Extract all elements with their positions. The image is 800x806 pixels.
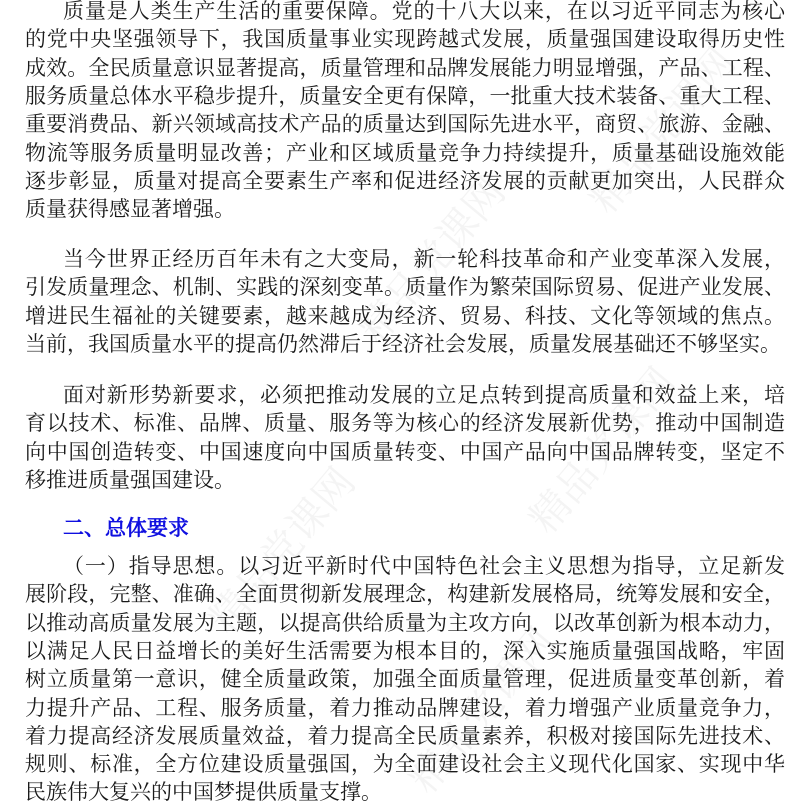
watermark: 精品党课网: [350, 169, 515, 353]
text-line: 向中国创造转变、中国速度向中国质量转变、中国产品向中国品牌转变，坚定不: [25, 439, 785, 464]
text-line: 当今世界正经历百年未有之大变局，新一轮科技革命和产业变革深入发展，: [63, 247, 785, 271]
text-line: 以满足人民日益增长的美好生活需要为根本目的，深入实施质量强国战略，牢固: [25, 638, 785, 663]
text-line: （一）指导思想。以习近平新时代中国特色社会主义思想为指导，立足新发: [63, 554, 785, 578]
text-line: 面对新形势新要求，必须把推动发展的立足点转到提高质量和效益上来，培: [63, 383, 785, 407]
text-line: 当前，我国质量水平的提高仍然滞后于经济社会发展，质量发展基础还不够坚实。: [25, 331, 781, 356]
text-line: 的党中央坚强领导下，我国质量事业实现跨越式发展，质量强国建设取得历史性: [25, 27, 785, 52]
text-line: 规则、标准，全方位建设质量强国，为全面建设社会主义现代化国家、实现中华: [25, 752, 785, 777]
text-line: 力提升产品、工程、服务质量，着力推动品牌建设，着力增强产业质量竞争力，: [25, 695, 785, 720]
watermark: 精品党课网: [200, 459, 365, 643]
watermark: 精品党课网: [580, 39, 745, 223]
text-line: 树立质量第一意识，健全质量政策，加强全面质量管理，促进质量变革创新，着: [25, 667, 785, 692]
watermark: 精品党课网: [400, 619, 565, 803]
section-heading: 二、总体要求: [63, 515, 189, 540]
text-line: 民族伟大复兴的中国梦提供质量支撑。: [25, 780, 382, 805]
text-line: 育以技术、标准、品牌、质量、服务等为核心的经济发展新优势，推动中国制造: [25, 411, 785, 436]
text-line: 重要消费品、新兴领域高技术产品的质量达到国际先进水平，商贸、旅游、金融、: [25, 112, 785, 137]
text-line: 引发质量理念、机制、实践的深刻变革。质量作为繁荣国际贸易、促进产业发展、: [25, 275, 785, 300]
text-line: 逐步彰显，质量对提高全要素生产率和促进经济发展的贡献更加突出，人民群众: [25, 168, 785, 193]
text-line: 成效。全民质量意识显著提高，质量管理和品牌发展能力明显增强，产品、工程、: [25, 55, 785, 80]
text-line: 以推动高质量发展为主题，以提高供给质量为主攻方向，以改革创新为根本动力，: [25, 610, 785, 635]
text-line: 物流等服务质量明显改善；产业和区域质量竞争力持续提升，质量基础设施效能: [25, 140, 785, 165]
text-line: 展阶段，完整、准确、全面贯彻新发展理念，构建新发展格局，统筹发展和安全，: [25, 582, 785, 607]
text-line: 质量获得感显著增强。: [25, 197, 235, 222]
text-line: 增进民生福祉的关键要素，越来越成为经济、贸易、科技、文化等领域的焦点。: [25, 303, 785, 328]
text-line: 移推进质量强国建设。: [25, 467, 235, 492]
text-line: 质量是人类生产生活的重要保障。党的十八大以来，在以习近平同志为核心: [63, 0, 785, 23]
watermark: 精品党课网: [520, 359, 685, 543]
text-line: 着力提高经济发展质量效益，着力提高全民质量素养，积极对接国际先进技术、: [25, 723, 785, 748]
text-line: 服务质量总体水平稳步提升，质量安全更有保障，一批重大技术装备、重大工程、: [25, 83, 785, 108]
